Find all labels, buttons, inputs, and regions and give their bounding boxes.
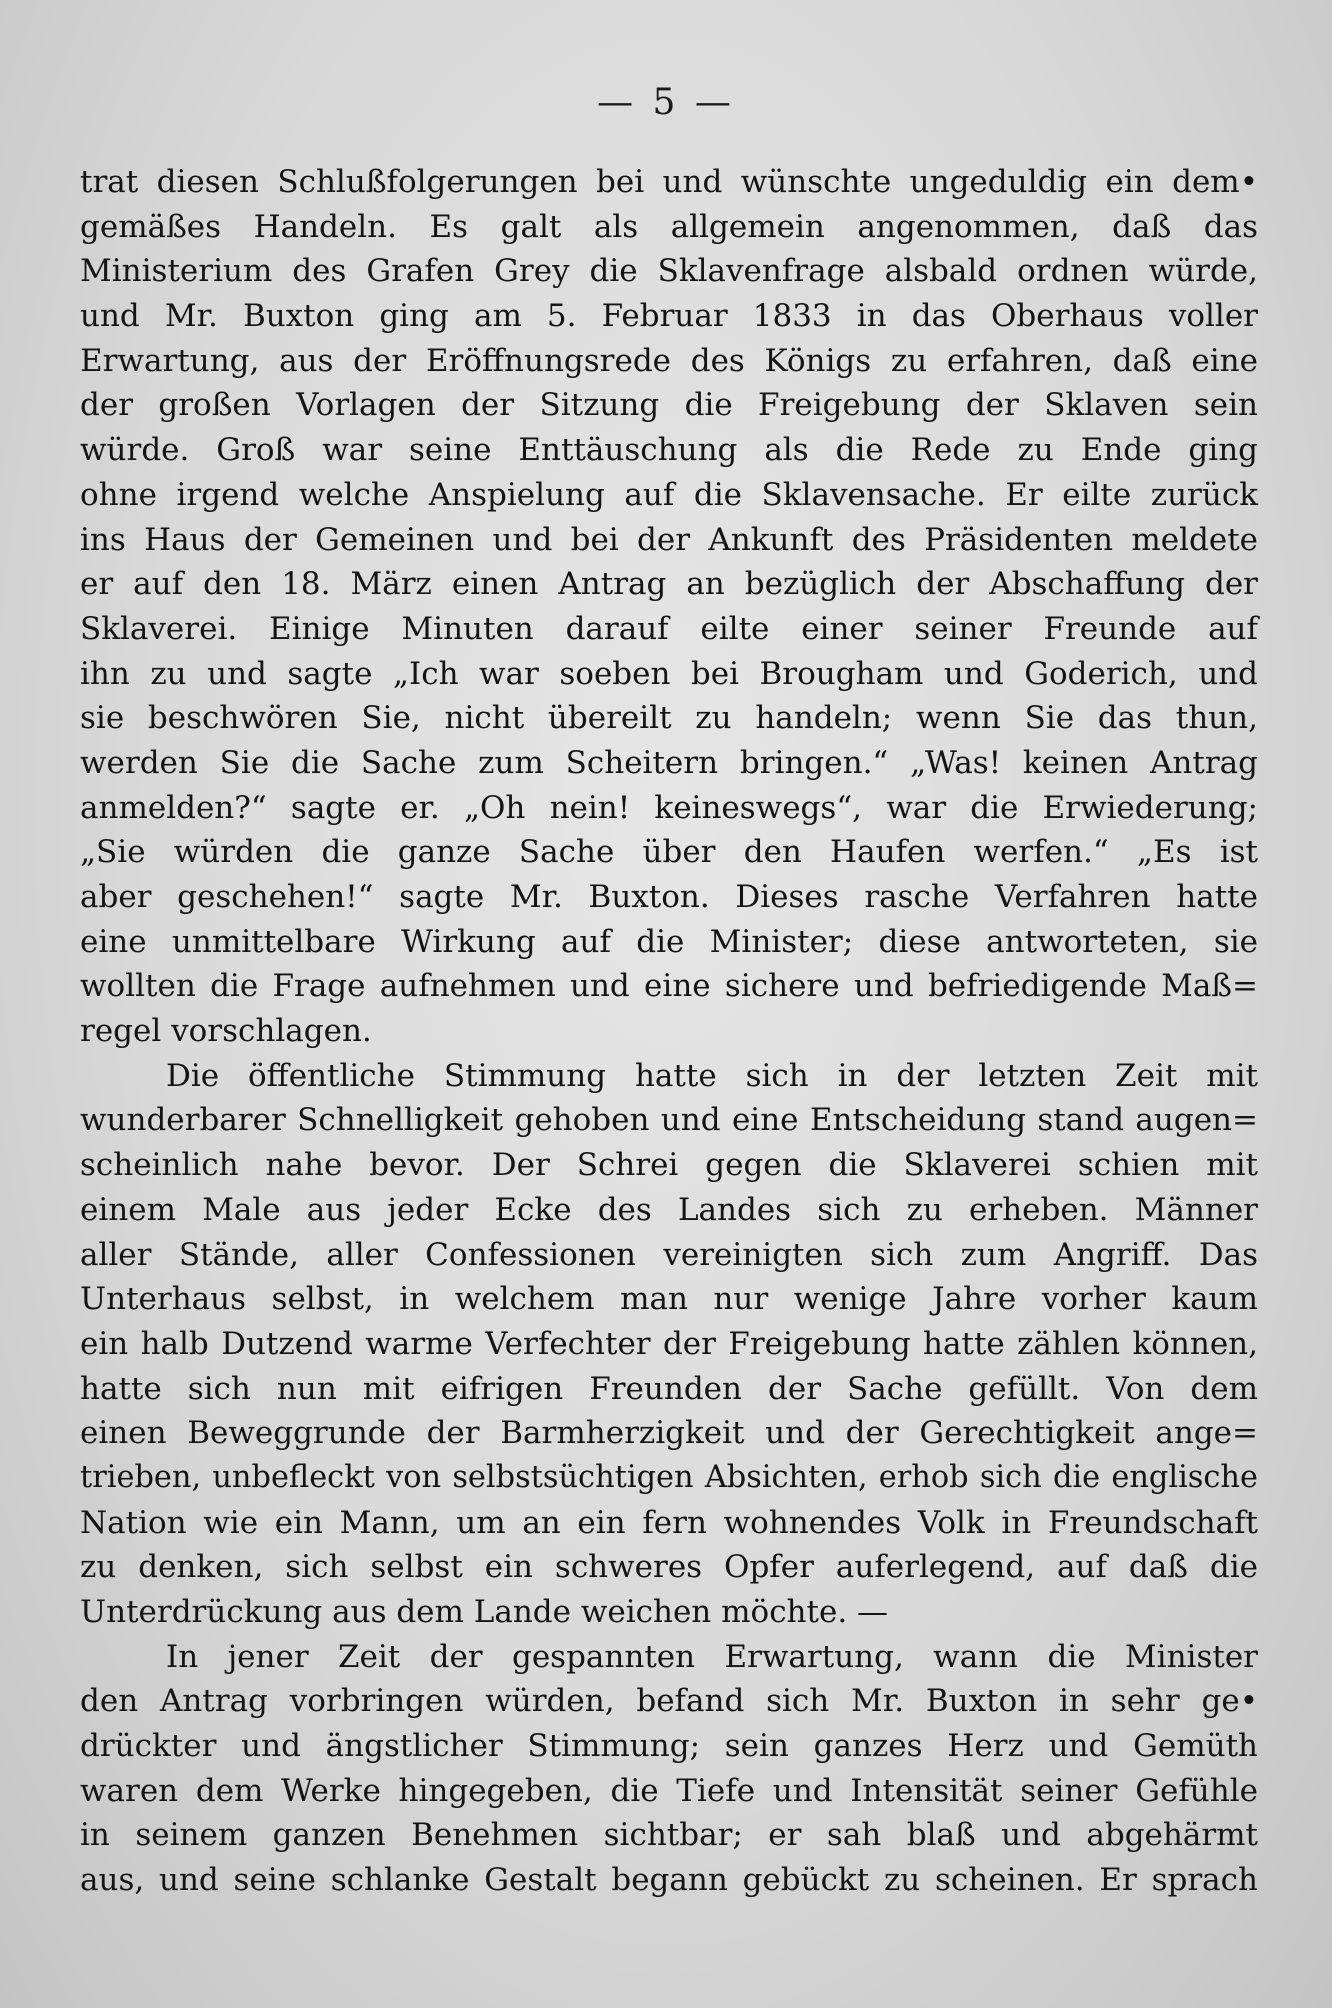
text-line: wunderbarer Schnelligkeit gehoben und eine Entscheidung stand augen= xyxy=(80,1102,1258,1139)
text-line: den Antrag vorbringen würden, befand sich Mr. Buxton in sehr ge• xyxy=(80,1683,1258,1720)
text-line: Erwartung, aus der Eröffnungsrede des Königs zu erfahren, daß eine xyxy=(80,342,1258,379)
text-line: aus, und seine schlanke Gestalt begann gebückt zu scheinen. Er sprach xyxy=(80,1862,1258,1899)
text-line: trat diesen Schlußfolgerungen bei und wünschte ungeduldig ein dem• xyxy=(80,164,1258,200)
text-line: der großen Vorlagen der Sitzung die Freigebung der Sklaven sein xyxy=(80,387,1258,424)
text-line: ein halb Dutzend warme Verfechter der Freigebung hatte zählen können, xyxy=(80,1325,1258,1362)
text-line: drückter und ängstlicher Stimmung; sein ganzes Herz und Gemüth xyxy=(80,1728,1258,1765)
text-line: Nation wie ein Mann, um an ein fern wohnendes Volk in Freundschaft xyxy=(80,1504,1258,1541)
text-line: sie beschwören Sie, nicht übereilt zu handeln; wenn Sie das thun, xyxy=(80,700,1258,737)
text-line: werden Sie die Sache zum Scheitern bringen.“ „Was! keinen Antrag xyxy=(80,744,1258,781)
text-line: waren dem Werke hingegeben, die Tiefe und Intensität seiner Gefühle xyxy=(80,1772,1258,1809)
text-line: scheinlich nahe bevor. Der Schrei gegen die Sklaverei schien mit xyxy=(80,1147,1258,1184)
text-line: in seinem ganzen Benehmen sichtbar; er sah blaß und abgehärmt xyxy=(80,1817,1258,1854)
text-line: er auf den 18. März einen Antrag an bezüglich der Abschaffung der xyxy=(80,566,1258,603)
text-line: gemäßes Handeln. Es galt als allgemein angenommen, daß das xyxy=(80,208,1258,245)
text-line: „Sie würden die ganze Sache über den Haufen werfen.“ „Es ist xyxy=(80,834,1258,871)
page-number: — 5 — xyxy=(597,82,735,123)
text-line: hatte sich nun mit eifrigen Freunden der Sache gefüllt. Von dem xyxy=(80,1370,1258,1407)
text-line: und Mr. Buxton ging am 5. Februar 1833 in das Oberhaus voller xyxy=(80,298,1258,335)
text-line: Sklaverei. Einige Minuten darauf eilte einer seiner Freunde auf xyxy=(80,610,1258,647)
text-line: würde. Groß war seine Enttäuschung als die Rede zu Ende ging xyxy=(80,432,1258,469)
text-line: ins Haus der Gemeinen und bei der Ankunft des Präsidenten meldete xyxy=(80,521,1258,558)
body-text xyxy=(80,160,1258,1903)
text-line: anmelden?“ sagte er. „Oh nein! keineswegs“, war die Erwiederung; xyxy=(80,789,1258,826)
text-line: zu denken, sich selbst ein schweres Opfer auferlegend, auf daß die xyxy=(80,1549,1258,1586)
text-line: Unterdrückung aus dem Lande weichen möchte. — xyxy=(80,1594,889,1630)
text-line: wollten die Frage aufnehmen und eine sichere und befriedigende Maß= xyxy=(80,968,1258,1005)
text-line: aller Stände, aller Confessionen vereinigten sich zum Angriff. Das xyxy=(80,1236,1258,1273)
text-line: aber geschehen!“ sagte Mr. Buxton. Dieses rasche Verfahren hatte xyxy=(80,879,1258,915)
text-line: eine unmittelbare Wirkung auf die Minister; diese antworteten, sie xyxy=(80,923,1258,960)
text-line: ihn zu und sagte „Ich war soeben bei Brougham und Goderich, und xyxy=(80,655,1258,692)
text-line: regel vorschlagen. xyxy=(80,1013,372,1050)
text-line: Ministerium des Grafen Grey die Sklavenfrage alsbald ordnen würde, xyxy=(80,253,1258,290)
text-line: Die öffentliche Stimmung hatte sich in der letzten Zeit mit xyxy=(166,1057,1258,1094)
text-line: einem Male aus jeder Ecke des Landes sich zu erheben. Männer xyxy=(80,1191,1258,1228)
text-line: Unterhaus selbst, in welchem man nur wenige Jahre vorher kaum xyxy=(80,1281,1258,1318)
text-line: In jener Zeit der gespannten Erwartung, wann die Minister xyxy=(166,1638,1258,1675)
text-line: trieben, unbefleckt von selbstsüchtigen Absichten, erhob sich die englische xyxy=(80,1459,1258,1495)
text-line: ohne irgend welche Anspielung auf die Sklavensache. Er eilte zurück xyxy=(80,476,1258,513)
text-line: einen Beweggrunde der Barmherzigkeit und der Gerechtigkeit ange= xyxy=(80,1415,1258,1452)
